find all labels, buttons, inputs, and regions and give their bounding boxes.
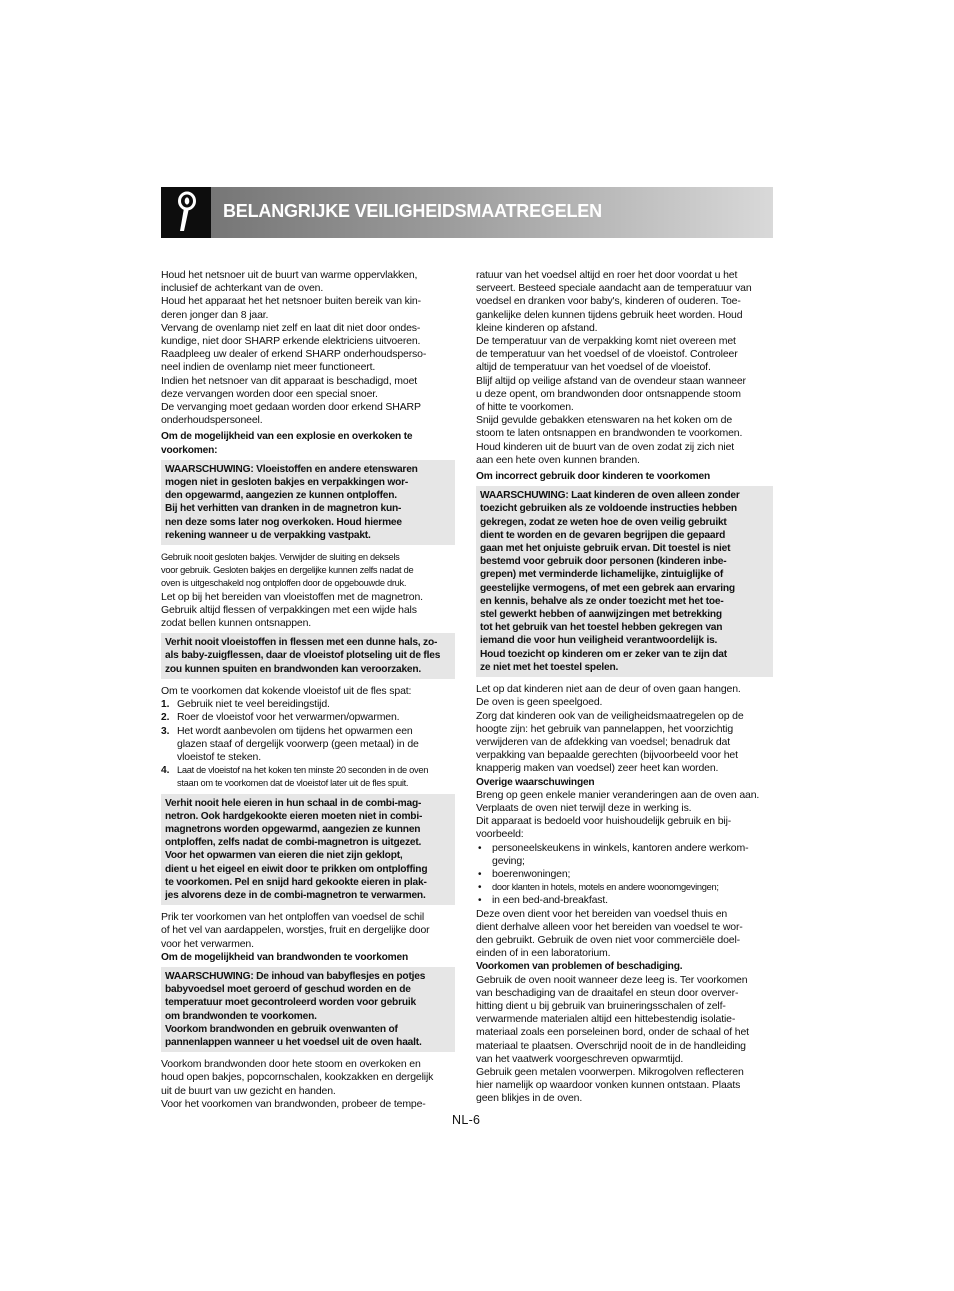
text-line: aan een hete oven kunnen branden. bbox=[476, 453, 640, 466]
text-line: rekening wanneer u de verpakking vastpakt. bbox=[165, 529, 371, 541]
text-line: tot het gebruik van het toestel hebben gekregen van bbox=[480, 622, 723, 634]
text-line: of hitte te voorkomen. bbox=[476, 401, 574, 414]
text-line: Houd toezicht op kinderen om er zeker van te zijn dat bbox=[480, 648, 727, 660]
text-line: Blijf altijd op veilige afstand van de ovendeur staan wanneer bbox=[476, 374, 746, 387]
text-line: gekregen, zodat ze weten hoe de oven veilig gebruikt bbox=[480, 516, 727, 528]
text-line: Dit apparaat is bedoeld voor huishoudelijk gebruik en bij- bbox=[476, 815, 732, 828]
text-line: Let op dat kinderen niet aan de deur of oven gaan hangen. bbox=[476, 683, 741, 696]
paragraph bbox=[476, 269, 773, 467]
text-line: glazen staaf of dergelijk voorwerp (geen metaal) in de bbox=[177, 737, 419, 750]
list-item bbox=[161, 725, 455, 765]
section-heading bbox=[476, 960, 773, 973]
text-line: bestemd voor gebruik door personen (kinderen inbe- bbox=[480, 556, 727, 568]
list-marker: • bbox=[478, 868, 482, 880]
text-line: Laat de vloeistof na het koken ten minste 20 seconden in de oven bbox=[177, 765, 429, 776]
text-line: Overige waarschuwingen bbox=[476, 776, 595, 788]
list-marker: 1. bbox=[161, 699, 170, 711]
list-item bbox=[161, 698, 455, 711]
text-line: einden of in een laboratorium. bbox=[476, 947, 611, 960]
text-line: voorkomen: bbox=[161, 444, 218, 456]
text-line: Deze oven dient voor het bereiden van voedsel thuis en bbox=[476, 907, 728, 920]
text-line: deze vervangen worden door een special snoer. bbox=[161, 387, 378, 400]
text-line: Gebruik niet te veel bereidingstijd. bbox=[177, 698, 330, 711]
text-line: gaan met het onjuiste gebruik ervan. Dit toestel is niet bbox=[480, 543, 731, 555]
text-line: Voor het voorkomen van brandwonden, probeer de tempe- bbox=[161, 1097, 426, 1110]
text-line: knapperig maken van voedsel) zeer heet kan worden. bbox=[476, 762, 719, 775]
text-line: Gebruik geen metalen voorwerpen. Mikrogolven reflecteren bbox=[476, 1065, 744, 1078]
text-line: iemand die voor hun veiligheid verantwoordelijk is. bbox=[480, 635, 718, 647]
information-icon bbox=[161, 187, 211, 238]
text-line: als baby-zuigflessen, daar de vloeistof plotseling uit de fles bbox=[165, 650, 441, 662]
text-line: hier namelijk op waardoor vonken kunnen ontstaan. Plaats bbox=[476, 1079, 741, 1092]
warning-box bbox=[161, 633, 455, 679]
section-heading bbox=[476, 470, 773, 483]
list-item bbox=[476, 894, 773, 907]
paragraph bbox=[161, 269, 455, 427]
left-column bbox=[161, 269, 455, 1111]
text-line: ontploffen, zelfs nadat de combi-magnetron is uitgezet. bbox=[165, 837, 422, 849]
text-line: houd open bakjes, popcornschalen, kookzakken en dergelijk bbox=[161, 1071, 434, 1084]
text-line: De oven is geen speelgoed. bbox=[476, 696, 603, 709]
text-line: inclusief de achterkant van de oven. bbox=[161, 282, 324, 295]
text-line: voor het verwarmen. bbox=[161, 937, 254, 950]
list-item bbox=[161, 711, 455, 724]
text-line: magnetrons worden opgewarmd, aangezien ze kunnen bbox=[165, 823, 421, 835]
paragraph bbox=[161, 1058, 455, 1111]
text-line: geestelijke vermogens, of met een gebrek aan ervaring bbox=[480, 582, 735, 594]
text-line: Let op bij het bereiden van vloeistoffen met de magnetron. bbox=[161, 590, 423, 603]
list bbox=[161, 698, 455, 790]
section-header-banner bbox=[161, 187, 773, 238]
list-marker: • bbox=[478, 842, 482, 854]
list-marker: 2. bbox=[161, 712, 170, 724]
text-line: Voorkomen van problemen of beschadiging. bbox=[476, 961, 683, 973]
list-item bbox=[476, 842, 773, 868]
list-marker: 4. bbox=[161, 765, 170, 777]
text-line: nen deze soms later nog overkoken. Houd hiermee bbox=[165, 516, 402, 528]
text-line: Verplaats de oven niet terwijl deze in werking is. bbox=[476, 801, 692, 814]
list-marker: • bbox=[478, 895, 482, 907]
text-line: Indien het netsnoer van dit apparaat is beschadigd, moet bbox=[161, 374, 418, 387]
text-line: deren jonger dan 8 jaar. bbox=[161, 308, 269, 321]
text-line: ratuur van het voedsel altijd en roer het door voordat u het bbox=[476, 269, 738, 281]
text-line: De vervanging moet gedaan worden door erkend SHARP bbox=[161, 401, 421, 414]
text-line: verwarmende materialen altijd een hittebestendig isolatie- bbox=[476, 1013, 736, 1026]
text-line: dient derhalve alleen voor het bereiden van voedsel te wor- bbox=[476, 920, 743, 933]
text-line: stoom te laten ontsnappen en brandwonden te voorkomen. bbox=[476, 427, 743, 440]
warning-box bbox=[476, 486, 773, 677]
text-line: Om de mogelijkheid van brandwonden te voorkomen bbox=[161, 951, 409, 963]
section-heading bbox=[476, 776, 773, 789]
warning-box bbox=[161, 967, 455, 1052]
paragraph bbox=[476, 974, 773, 1106]
list bbox=[476, 842, 773, 908]
text-line: door klanten in hotels, motels en andere woonomgevingen; bbox=[492, 882, 719, 893]
text-line: verwijderen van de afdekking van voedsel; benadruk dat bbox=[476, 735, 730, 748]
text-line: Gebruik altijd flessen of verpakkingen met een wijde hals bbox=[161, 603, 417, 616]
text-line: dient te worden en de gevaren begrijpen die gepaard bbox=[480, 529, 726, 541]
text-line: Prik ter voorkomen van het ontploffen van voedsel de schil bbox=[161, 911, 425, 924]
text-line: hoogte zijn: het gebruik van pannelappen, het voorzichtig bbox=[476, 722, 734, 735]
text-line: Houd kinderen uit de buurt van de oven zodat zij zich niet bbox=[476, 440, 735, 453]
text-line: Houd het apparaat het het netsnoer buiten bereik van kin- bbox=[161, 295, 421, 308]
paragraph bbox=[161, 591, 455, 631]
text-line: WAARSCHUWING: De inhoud van babyflesjes en potjes bbox=[165, 970, 426, 982]
text-line: van het vaatwerk voorgeschreven opwarmtijd. bbox=[476, 1052, 684, 1065]
text-line: pannenlappen wanneer u het voedsel uit de oven haalt. bbox=[165, 1036, 422, 1048]
text-line: dient u het eigeel en eiwit door te prikken om ontploffing bbox=[165, 863, 428, 875]
paragraph bbox=[476, 789, 773, 842]
text-line: ze niet met het toestel spelen. bbox=[480, 661, 619, 673]
text-line: boerenwoningen; bbox=[492, 867, 571, 880]
page-title: BELANGRIJKE VEILIGHEIDSMAATREGELEN bbox=[223, 201, 602, 221]
section-heading bbox=[161, 430, 455, 456]
text-line: Vervang de ovenlamp niet zelf en laat dit niet door ondes- bbox=[161, 321, 421, 334]
text-line: WAARSCHUWING: Laat kinderen de oven alleen zonder bbox=[480, 490, 740, 502]
list-marker: 3. bbox=[161, 725, 170, 737]
text-line: Roer de vloeistof voor het verwarmen/opwarmen. bbox=[177, 711, 400, 724]
text-line: WAARSCHUWING: Vloeistoffen en andere etenswaren bbox=[165, 463, 418, 475]
text-line: temperatuur moet gecontroleerd worden voor gebruik bbox=[165, 997, 416, 1009]
text-line: vloeistof te steken. bbox=[177, 750, 261, 763]
text-line: Voorkom brandwonden door hete stoom en overkoken en bbox=[161, 1058, 421, 1071]
text-line: Het wordt aanbevolen om tijdens het opwarmen een bbox=[177, 724, 413, 737]
text-line: toezicht gebruiken als ze voldoende instructies hebben bbox=[480, 503, 737, 515]
paragraph bbox=[476, 908, 773, 961]
list-item bbox=[476, 881, 773, 894]
text-line: Voorkom brandwonden en gebruik ovenwanten of bbox=[165, 1023, 398, 1035]
text-line: Snijd gevulde gebakken etenswaren na het koken om de bbox=[476, 414, 733, 427]
text-line: u deze opent, om brandwonden door ontsnappende stoom bbox=[476, 387, 741, 400]
page-number: NL-6 bbox=[452, 1113, 481, 1127]
list-marker: • bbox=[478, 882, 482, 894]
text-line: kleine kinderen op afstand. bbox=[476, 321, 598, 334]
text-line: den opgewarmd, aangezien ze kunnen ontploffen. bbox=[165, 490, 397, 502]
text-line: uit de buurt van uw gezicht en handen. bbox=[161, 1084, 336, 1097]
text-line: personeelskeukens in winkels, kantoren andere werkom- bbox=[492, 841, 749, 854]
text-line: Raadpleeg uw dealer of erkend SHARP onderhoudsperso- bbox=[161, 348, 427, 361]
paragraph bbox=[161, 551, 455, 591]
text-line: verpakking van bepaalde gerechten (bijvoorbeeld voor het bbox=[476, 749, 738, 762]
text-line: Om de mogelijkheid van een explosie en overkoken te bbox=[161, 431, 413, 443]
text-line: mogen niet in gesloten bakjes en verpakkingen wor- bbox=[165, 477, 409, 489]
text-line: en kennis, behalve als ze onder toezicht met het toe- bbox=[480, 595, 724, 607]
text-line: kundige, niet door SHARP erkende elektriciens uitvoeren. bbox=[161, 335, 421, 348]
paragraph bbox=[476, 683, 773, 775]
text-line: Gebruik de oven nooit wanneer deze leeg is. Ter voorkomen bbox=[476, 973, 748, 986]
text-line: gankelijke delen kunnen tijdens gebruik heet worden. Houd bbox=[476, 308, 743, 321]
list-item bbox=[161, 764, 455, 790]
text-line: grepen) met verminderde lichamelijke, zintuiglijke of bbox=[480, 569, 724, 581]
section-heading bbox=[161, 951, 455, 964]
text-line: neel indien de ovenlamp niet meer functioneert. bbox=[161, 361, 376, 374]
text-line: stel gewerkt hebben of aanwijzingen met betrekking bbox=[480, 609, 722, 621]
text-line: Verhit nooit hele eieren in hun schaal in de combi-mag- bbox=[165, 797, 422, 809]
text-line: voedsel en dranken voor baby's, kinderen of ouderen. Toe- bbox=[476, 295, 741, 308]
warning-box bbox=[161, 794, 455, 906]
text-line: Gebruik nooit gesloten bakjes. Verwijder de sluiting en deksels bbox=[161, 552, 400, 563]
text-line: onderhoudspersoneel. bbox=[161, 414, 263, 427]
text-line: in een bed-and-breakfast. bbox=[492, 894, 608, 907]
text-line: of het vel van aardappelen, worstjes, fruit en dergelijke door bbox=[161, 924, 430, 937]
text-line: van beschadiging van de draaitafel en steun door overver- bbox=[476, 986, 739, 999]
text-line: Om te voorkomen dat kokende vloeistof uit de fles spat: bbox=[161, 684, 412, 697]
text-line: Om incorrect gebruik door kinderen te voorkomen bbox=[476, 471, 711, 483]
text-line: De temperatuur van de verpakking komt niet overeen met bbox=[476, 335, 736, 348]
warning-box bbox=[161, 460, 455, 545]
paragraph bbox=[161, 685, 455, 698]
text-line: om brandwonden te voorkomen. bbox=[165, 1010, 317, 1022]
text-line: staan om te voorkomen dat de vloeistof later uit de fles spuit. bbox=[177, 778, 409, 789]
text-line: netron. Ook hardgekookte eieren moeten niet in combi- bbox=[165, 810, 423, 822]
text-line: jes alvorens deze in de combi-magnetron te verwarmen. bbox=[165, 889, 426, 901]
text-line: Verhit nooit vloeistoffen in flessen met een dunne hals, zo- bbox=[165, 637, 438, 649]
text-line: zou kunnen spuiten en brandwonden kan veroorzaken. bbox=[165, 663, 422, 675]
text-line: voorbeeld: bbox=[476, 828, 524, 841]
text-line: hitting dient u bij gebruik van bruineringsschalen of zelf- bbox=[476, 999, 726, 1012]
text-line: altijd de temperatuur van het voedsel of de vloeistof. bbox=[476, 361, 711, 374]
text-line: Bij het verhitten van dranken in de magnetron kun- bbox=[165, 503, 402, 515]
text-line: Voor het opwarmen van eieren die niet zijn geklopt, bbox=[165, 850, 403, 862]
text-line: geving; bbox=[492, 854, 525, 867]
list-item bbox=[476, 868, 773, 881]
right-column bbox=[476, 269, 773, 1106]
text-line: zodat bellen kunnen ontsnappen. bbox=[161, 617, 312, 630]
text-line: geen blikjes in de oven. bbox=[476, 1092, 583, 1105]
text-line: Zorg dat kinderen ook van de veiligheidsmaatregelen op de bbox=[476, 709, 744, 722]
text-line: de temperatuur van het voedsel of de vloeistof. Controleer bbox=[476, 348, 738, 361]
text-line: te voorkomen. Pel en snijd hard gekookte eieren in plak- bbox=[165, 876, 427, 888]
text-line: oven is uitgeschakeld nog ontploffen door de opgebouwde druk. bbox=[161, 578, 407, 589]
text-line: Breng op geen enkele manier veranderingen aan de oven aan. bbox=[476, 788, 760, 801]
text-line: Houd het netsnoer uit de buurt van warme oppervlakken, bbox=[161, 269, 418, 281]
text-line: materiaal te plaatsen. Overschrijd nooit de in de handleiding bbox=[476, 1039, 746, 1052]
text-line: babyvoedsel moet geroerd of geschud worden en de bbox=[165, 984, 411, 996]
text-line: serveert. Besteed speciale aandacht aan de temperatuur van bbox=[476, 282, 752, 295]
paragraph bbox=[161, 911, 455, 951]
text-line: materiaal zoals een porseleinen bord, onder de schaal of het bbox=[476, 1026, 749, 1039]
text-line: den gebruikt. Gebruik de oven niet voor commerciële doel- bbox=[476, 933, 741, 946]
text-line: voor gebruik. Gesloten bakjes en dergelijke kunnen zelfs nadat de bbox=[161, 565, 414, 576]
